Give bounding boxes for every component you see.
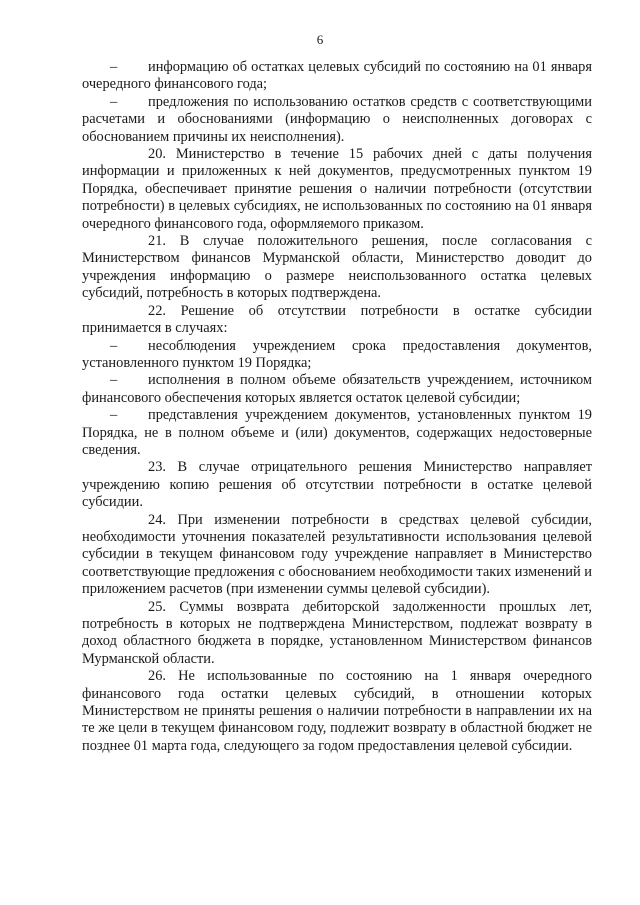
list-item: – исполнения в полном объеме обязательств учреждением, источником финансового обеспечения которых является остаток целевой субсидии; [82,372,592,406]
list-item-text: исполнения в полном объеме обязательств учреждением, источником финансового обеспечения которых является остаток целевой субсидии; [82,372,592,406]
paragraph-21: 21. В случае положительного решения, после согласования с Министерством финансов Мурманской области, Министерство доводит до учреждения информацию о размере неиспользованного остатка целевых субсидий, потребность в которых подтверждена. [82,233,592,302]
list-item-text: несоблюдения учреждением срока предоставления документов, установленного пунктом 19 Порядка; [82,337,592,371]
page-number: 6 [316,32,324,47]
list-item-text: информацию об остатках целевых субсидий по состоянию на 01 января очередного финансового года; [82,59,592,93]
document-body [82,59,592,755]
paragraph-23: 23. В случае отрицательного решения Министерство направляет учреждению копию решения об отсутствии потребности в остатке целевой субсидии. [82,459,592,511]
list-item-text: представления учреждением документов, установленных пунктом 19 Порядка, не в полном объеме и (или) документов, содержащих недостоверные сведения. [82,407,592,458]
paragraph-24: 24. При изменении потребности в средствах целевой субсидии, необходимости уточнения показателей результативности использования целевой субсидии в текущем финансовом году учреждение направляет в Министерство соответствующие предложения с обоснованием необходимости таких изменений и приложением расчетов (при изменении суммы целевой субсидии). [82,511,592,598]
paragraph-25: 25. Суммы возврата дебиторской задолженности прошлых лет, потребность в которых не подтверждена Министерством, подлежат возврату в доход областного бюджета в порядке, установленном Министерством финансов Мурманской области. [82,598,592,667]
list-item: – информацию об остатках целевых субсидий по состоянию на 01 января очередного финансового года; [82,59,592,93]
paragraph-26: 26. Не использованные по состоянию на 1 января очередного финансового года остатки целевых субсидий, в отношении которых Министерством не приняты решения о наличии потребности в направлении их на те же цели в текущем финансовом году, подлежит возврату в областной бюджет не позднее 01 марта года, следующего за годом предоставления целевой субсидии. [82,668,592,754]
list-item: – представления учреждением документов, установленных пунктом 19 Порядка, не в полном объеме и (или) документов, содержащих недостоверные сведения. [82,407,592,458]
list-item: – несоблюдения учреждением срока предоставления документов, установленного пунктом 19 Порядка; [82,337,592,371]
list-item: – предложения по использованию остатков средств с соответствующими расчетами и обоснованиями (информацию о неисполненных договорах с обоснованием причины их неисполнения). [82,93,592,145]
paragraph-22: 22. Решение об отсутствии потребности в остатке субсидии принимается в случаях: [82,302,592,337]
list-item-text: предложения по использованию остатков средств с соответствующими расчетами и обоснованиями (информацию о неисполненных договорах с обоснованием причины их неисполнения). [82,93,592,145]
paragraph-20: 20. Министерство в течение 15 рабочих дней с даты получения информации и приложенных к ней документов, предусмотренных пунктом 19 Порядка, обеспечивает принятие решения о наличии потребности (отсутствии потребности) в целевых субсидиях, не использованных по состоянию на 01 января очередного финансового года, оформляемого приказом. [82,146,592,232]
